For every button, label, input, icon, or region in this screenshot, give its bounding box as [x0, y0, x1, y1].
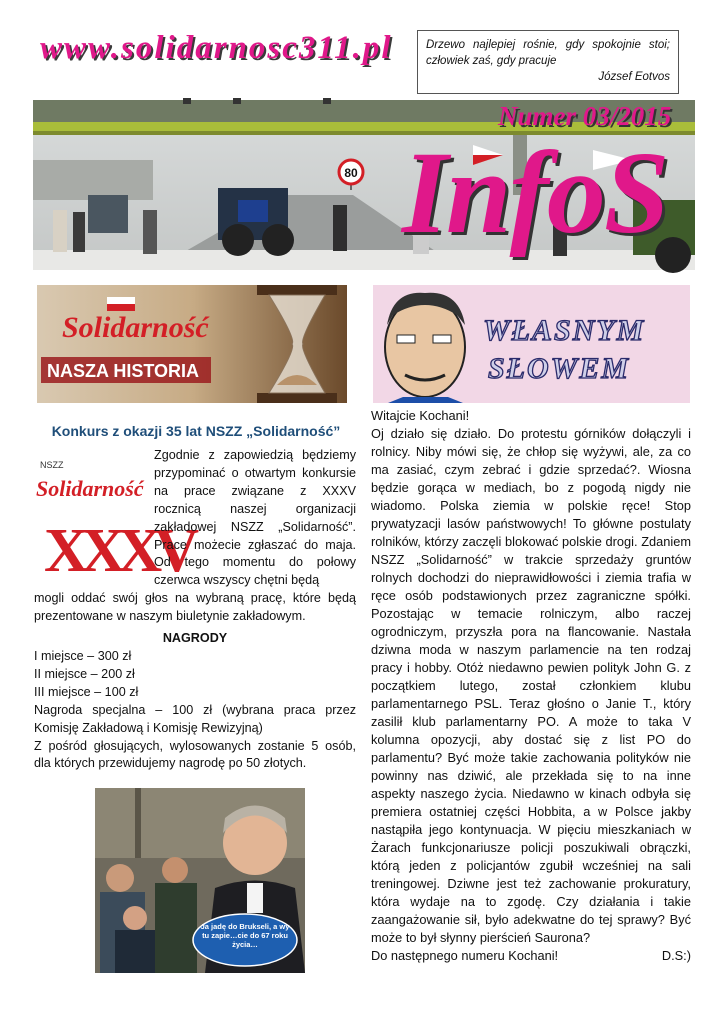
prize-item: I miejsce – 300 zł — [34, 649, 132, 663]
solidarnosc-logo: Solidarność — [62, 311, 209, 344]
letter-sign-off — [371, 947, 691, 965]
quote-text: Drzewo najlepiej rośnie, gdy spokojnie stoi; człowiek zaś, gdy pracuje — [426, 39, 670, 67]
nszz-logo-text: NSZZ — [40, 460, 64, 470]
issue-number: Numer 03/2015 — [498, 101, 672, 131]
nasza-historia-banner — [37, 285, 347, 403]
prize-item: II miejsce – 200 zł — [34, 666, 135, 681]
prizes-list — [34, 648, 356, 773]
contest-body-continued: mogli oddać swój głos na wybraną pracę, które będą prezentowane w naszym biuletynie zakładowym. — [34, 591, 356, 623]
quote-box — [417, 30, 679, 94]
site-url: www.solidarnosc311.pl — [40, 30, 393, 66]
prize-item: III miejsce – 100 zł — [34, 684, 139, 699]
contest-heading: Konkurs z okazji 35 lat NSZZ „Solidarność” — [51, 423, 341, 439]
editorial-letter — [371, 407, 691, 965]
letter-closing: Do następnego numeru Kochani! — [371, 948, 559, 963]
letter-greeting: Witajcie Kochani! — [371, 408, 470, 423]
wlasnym-label: WŁASNYM — [483, 314, 646, 347]
politician-photo — [95, 788, 305, 973]
speech-bubble-text: Ja jadę do Brukseli, a wy tu zapie…cie do 67 roku życia… — [200, 922, 290, 949]
xxxv-roman-numeral: XXXV — [44, 517, 192, 585]
quote-author: József Eotvos — [598, 71, 670, 83]
nasza-historia-label: NASZA HISTORIA — [47, 361, 200, 381]
prize-item: Nagroda specjalna – 100 zł (wybrana praca przez Komisję Zakładową i Komisję Rewizyjną) — [34, 702, 356, 735]
letter-signature: D.S:) — [661, 948, 691, 963]
prize-item: Z pośród głosujących, wylosowanych zostanie 5 osób, dla których przewidujemy nagrodę po 50 złotych. — [34, 738, 356, 771]
wlasnym-slowem-banner — [373, 285, 690, 403]
prizes-heading: NAGRODY — [162, 631, 228, 645]
contest-body-text: Zgodnie z zapowiedzią będziemy przypominać o otwartym konkursie na prace związane z XXXV rocznicą naszej organizacji zakładowej NSZZ „Solidarność”. Prace możecie zgłaszać do maja. Od tego momentu do połowy czerwca wszyscy chętni będą — [154, 448, 356, 588]
masthead-title: InfoS — [402, 127, 668, 258]
letter-body: Oj działo się działo. Do protestu górników dołączyli i rolnicy. Niby mówi się, że chłop się wyżywi, ale, za co ma zasiać, czym zebrać i gdzie sprzedać?. Wiosna będzie gorąca w mediach, bo z pogodą nigdy nie wiadomo. Polska ziemia w polskie ręce! Stop prywatyzacji lasów państwowych! To główne postulaty rolników, którzy zaczęli blokować polskie drogi. Zdaniem NSZZ „Solidarność” w trakcie sprzedaży gruntów rolnych dochodzi do nieprawidłowości i ziemia trafia w ręce osób podstawionych przez zagraniczne spółki. Pozostając w temacie rolniczym, albo raczej ogrodniczym, przyszła pora na flancowanie. Nastała dziwna moda w naszym parlamencie na ten rodzaj pracy i hobby. Otóż niedawno pewien polityk John G. z początkiem lutego, został członkiem klubu parlamentarnego PSL. Teraz głośno o Janie T., który zasilił klub parlamentarny PO. A może to taka V kolumna opozycji, aby dostać się z list PO do parlamentu? Być może takie zachowania polityków nie powinny nas dziwić, ale przekłada się to na inne aspekty naszego życia. Niedawno w kinach odbyła się premiera ostatniej części Hobbita, a w Polsce jakby nastąpiła jego kontynuacja. W pięciu mieszkaniach w Żarach funkcjonariusze policji poszukiwali obrączki, którą jeden z policjantów zgubił wcześniej na sali treningowej. Dziwne jest też zachowanie prokuratury, która wydaje na to zgodę. Czy działania i takie zaangażowanie sił, było adekwatne do tej sprawy? Być może to był słynny pierścień Saurona? — [371, 426, 691, 945]
solidarnosc-logo-word: Solidarność — [36, 476, 144, 501]
speed-limit-sign: 80 — [344, 166, 358, 180]
slowem-label: SŁOWEM — [488, 352, 631, 385]
nszz-35-logo — [36, 446, 192, 586]
